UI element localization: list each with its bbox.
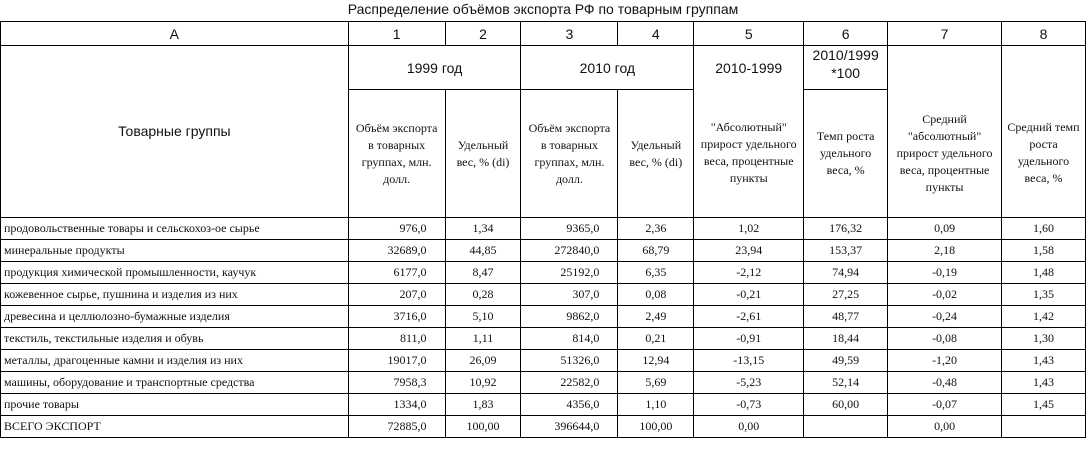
cell-c2: 0,28 — [445, 284, 521, 306]
row-name-cell: машины, оборудование и транспортные средства — [1, 372, 349, 394]
cell-c8: 1,48 — [1002, 262, 1086, 284]
group-ratio — [804, 46, 888, 90]
cell-c4: 2,36 — [618, 218, 694, 240]
cell-c1: 207,0 — [348, 284, 445, 306]
subheader-c6: Темп роста удельного веса, % — [804, 90, 888, 218]
col-number: 8 — [1002, 22, 1086, 46]
cell-c1: 1334,0 — [348, 394, 445, 416]
cell-c1: 976,0 — [348, 218, 445, 240]
cell-c4: 0,08 — [618, 284, 694, 306]
cell-c8: 1,45 — [1002, 394, 1086, 416]
cell-c5: -2,12 — [694, 262, 804, 284]
cell-c2: 1,34 — [445, 218, 521, 240]
cell-c8: 1,43 — [1002, 350, 1086, 372]
cell-c3: 272840,0 — [521, 240, 618, 262]
cell-c3: 814,0 — [521, 328, 618, 350]
row-name-cell: ВСЕГО ЭКСПОРТ — [1, 416, 349, 438]
cell-c2: 8,47 — [445, 262, 521, 284]
cell-c5: 23,94 — [694, 240, 804, 262]
table-row — [1, 218, 1086, 240]
cell-c6: 153,37 — [804, 240, 888, 262]
col-number: 4 — [618, 22, 694, 46]
col-number: 6 — [804, 22, 888, 46]
cell-c7: -1,20 — [888, 350, 1002, 372]
cell-c4: 2,49 — [618, 306, 694, 328]
subheader-c1: Объём экспорта в товарных группах, млн. долл. — [348, 90, 445, 218]
table-row — [1, 372, 1086, 394]
row-name-cell: древесина и целлюлозно-бумажные изделия — [1, 306, 349, 328]
group-header-row — [1, 46, 1086, 90]
table-row — [1, 284, 1086, 306]
cell-c6 — [804, 416, 888, 438]
cell-c3: 25192,0 — [521, 262, 618, 284]
table-row — [1, 416, 1086, 438]
cell-c3: 9365,0 — [521, 218, 618, 240]
group-2010: 2010 год — [521, 46, 694, 90]
cell-c4: 0,21 — [618, 328, 694, 350]
cell-c7: 0,00 — [888, 416, 1002, 438]
col-number: 2 — [445, 22, 521, 46]
cell-c6: 49,59 — [804, 350, 888, 372]
cell-c5: 0,00 — [694, 416, 804, 438]
cell-c8: 1,35 — [1002, 284, 1086, 306]
cell-c1: 6177,0 — [348, 262, 445, 284]
column-number-row — [1, 22, 1086, 46]
cell-c1: 32689,0 — [348, 240, 445, 262]
cell-c1: 811,0 — [348, 328, 445, 350]
cell-c5: -0,73 — [694, 394, 804, 416]
cell-c4: 5,69 — [618, 372, 694, 394]
cell-c6: 18,44 — [804, 328, 888, 350]
cell-c2: 44,85 — [445, 240, 521, 262]
cell-c2: 10,92 — [445, 372, 521, 394]
subheader-c2: Удельный вес, % (di) — [445, 90, 521, 218]
cell-c7: -0,19 — [888, 262, 1002, 284]
cell-c5: -0,21 — [694, 284, 804, 306]
cell-c2: 1,11 — [445, 328, 521, 350]
row-name-cell: минеральные продукты — [1, 240, 349, 262]
group-empty-7 — [888, 46, 1002, 90]
cell-c3: 22582,0 — [521, 372, 618, 394]
cell-c8: 1,30 — [1002, 328, 1086, 350]
cell-c7: 0,09 — [888, 218, 1002, 240]
cell-c8: 1,58 — [1002, 240, 1086, 262]
subheader-c3: Объём экспорта в товарных группах, млн. долл. — [521, 90, 618, 218]
row-name-cell: текстиль, текстильные изделия и обувь — [1, 328, 349, 350]
table-row — [1, 240, 1086, 262]
cell-c3: 396644,0 — [521, 416, 618, 438]
cell-c7: 2,18 — [888, 240, 1002, 262]
col-number: 3 — [521, 22, 618, 46]
table-row — [1, 306, 1086, 328]
cell-c2: 5,10 — [445, 306, 521, 328]
group-ratio-line2: *100 — [831, 65, 861, 81]
cell-c3: 9862,0 — [521, 306, 618, 328]
cell-c6: 27,25 — [804, 284, 888, 306]
subheader-c8: Средний темп роста удельного веса, % — [1002, 90, 1086, 218]
cell-c7: -0,24 — [888, 306, 1002, 328]
cell-c5: 1,02 — [694, 218, 804, 240]
col-number: 1 — [348, 22, 445, 46]
cell-c7: -0,07 — [888, 394, 1002, 416]
cell-c7: -0,08 — [888, 328, 1002, 350]
cell-c2: 100,00 — [445, 416, 521, 438]
goods-header: Товарные группы — [1, 46, 349, 218]
subheader-c7: Средний "абсолютный" прирост удельного веса, процентные пункты — [888, 90, 1002, 218]
row-name-cell: продовольственные товары и сельскохоз-ое сырье — [1, 218, 349, 240]
col-number: 5 — [694, 22, 804, 46]
cell-c8: 1,42 — [1002, 306, 1086, 328]
cell-c2: 26,09 — [445, 350, 521, 372]
row-name-cell: кожевенное сырье, пушнина и изделия из них — [1, 284, 349, 306]
row-name-cell: прочие товары — [1, 394, 349, 416]
row-name-cell: продукция химической промышленности, каучук — [1, 262, 349, 284]
cell-c1: 7958,3 — [348, 372, 445, 394]
cell-c8: 1,60 — [1002, 218, 1086, 240]
subheader-c4: Удельный вес, % (di) — [618, 90, 694, 218]
group-empty-8 — [1002, 46, 1086, 90]
cell-c1: 3716,0 — [348, 306, 445, 328]
cell-c6: 48,77 — [804, 306, 888, 328]
cell-c6: 176,32 — [804, 218, 888, 240]
cell-c8: 1,43 — [1002, 372, 1086, 394]
cell-c5: -2,61 — [694, 306, 804, 328]
cell-c7: -0,48 — [888, 372, 1002, 394]
cell-c4: 12,94 — [618, 350, 694, 372]
table-row — [1, 394, 1086, 416]
cell-c5: -13,15 — [694, 350, 804, 372]
cell-c3: 4356,0 — [521, 394, 618, 416]
col-number: 7 — [888, 22, 1002, 46]
subheader-c5: "Абсолютный" прирост удельного веса, процентные пункты — [694, 90, 804, 218]
cell-c3: 307,0 — [521, 284, 618, 306]
table-row — [1, 350, 1086, 372]
group-1999: 1999 год — [348, 46, 521, 90]
cell-c6: 52,14 — [804, 372, 888, 394]
cell-c8 — [1002, 416, 1086, 438]
cell-c5: -5,23 — [694, 372, 804, 394]
cell-c5: -0,91 — [694, 328, 804, 350]
cell-c4: 6,35 — [618, 262, 694, 284]
export-table — [0, 21, 1086, 438]
table-title: Распределение объёмов экспорта РФ по товарным группам — [347, 1, 739, 17]
cell-c7: -0,02 — [888, 284, 1002, 306]
group-diff: 2010-1999 — [694, 46, 804, 90]
cell-c6: 74,94 — [804, 262, 888, 284]
table-row — [1, 328, 1086, 350]
table-row — [1, 262, 1086, 284]
cell-c4: 100,00 — [618, 416, 694, 438]
cell-c1: 19017,0 — [348, 350, 445, 372]
col-number: А — [1, 22, 349, 46]
cell-c4: 68,79 — [618, 240, 694, 262]
cell-c1: 72885,0 — [348, 416, 445, 438]
cell-c2: 1,83 — [445, 394, 521, 416]
row-name-cell: металлы, драгоценные камни и изделия из них — [1, 350, 349, 372]
cell-c4: 1,10 — [618, 394, 694, 416]
cell-c3: 51326,0 — [521, 350, 618, 372]
group-ratio-line1: 2010/1999 — [812, 47, 879, 63]
cell-c6: 60,00 — [804, 394, 888, 416]
